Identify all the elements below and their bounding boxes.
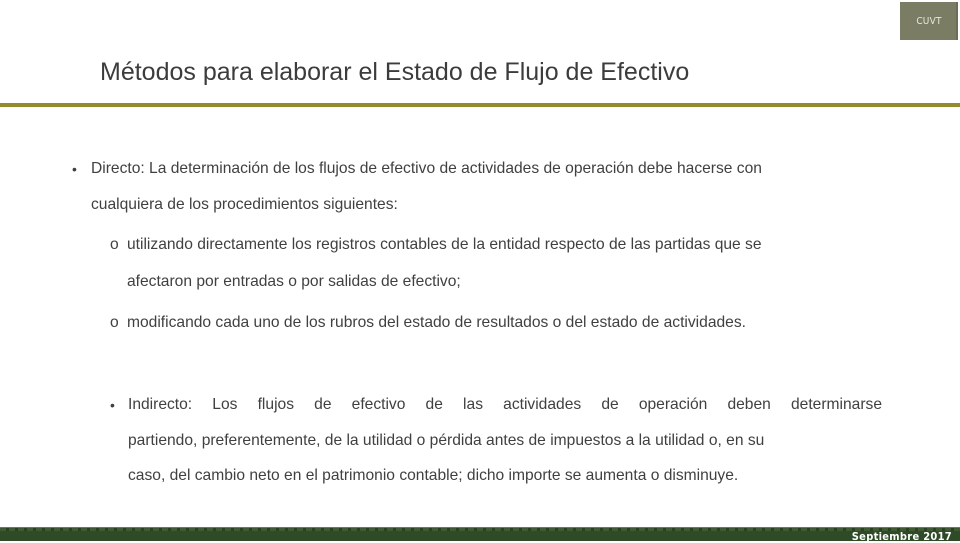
footer-stripe <box>0 528 960 531</box>
bullet-indirecto: • <box>110 397 115 413</box>
sub-item-1-line-1: utilizando directamente los registros contables de la entidad respecto de las partidas que se <box>127 236 762 253</box>
indirecto-text-line-2: partiendo, preferentemente, de la utilidad o pérdida antes de impuestos a la utilidad o, en su <box>128 432 765 449</box>
indirecto-text-line-1: Indirecto: Los flujos de efectivo de las actividades de operación deben determinarse <box>128 396 882 413</box>
sub-item-2-line-1: modificando cada uno de los rubros del estado de resultados o del estado de actividades. <box>127 314 746 331</box>
sub-bullet-2: o <box>110 314 119 331</box>
indirecto-text-line-3: caso, del cambio neto en el patrimonio contable; dicho importe se aumenta o disminuye. <box>128 467 739 484</box>
footer-bar <box>0 527 960 541</box>
sub-item-1-line-2: afectaron por entradas o por salidas de efectivo; <box>127 273 461 290</box>
logo-badge-label: CUVT <box>916 15 942 27</box>
footer-date: Septiembre 2017 <box>851 530 952 543</box>
directo-text-line-1: Directo: La determinación de los flujos de efectivo de actividades de operación debe hacerse con <box>91 160 762 177</box>
bullet-directo: • <box>72 161 77 177</box>
slide-title: Métodos para elaborar el Estado de Flujo de Efectivo <box>100 58 690 86</box>
sub-bullet-1: o <box>110 236 119 253</box>
directo-text-line-2: cualquiera de los procedimientos siguientes: <box>91 196 398 213</box>
